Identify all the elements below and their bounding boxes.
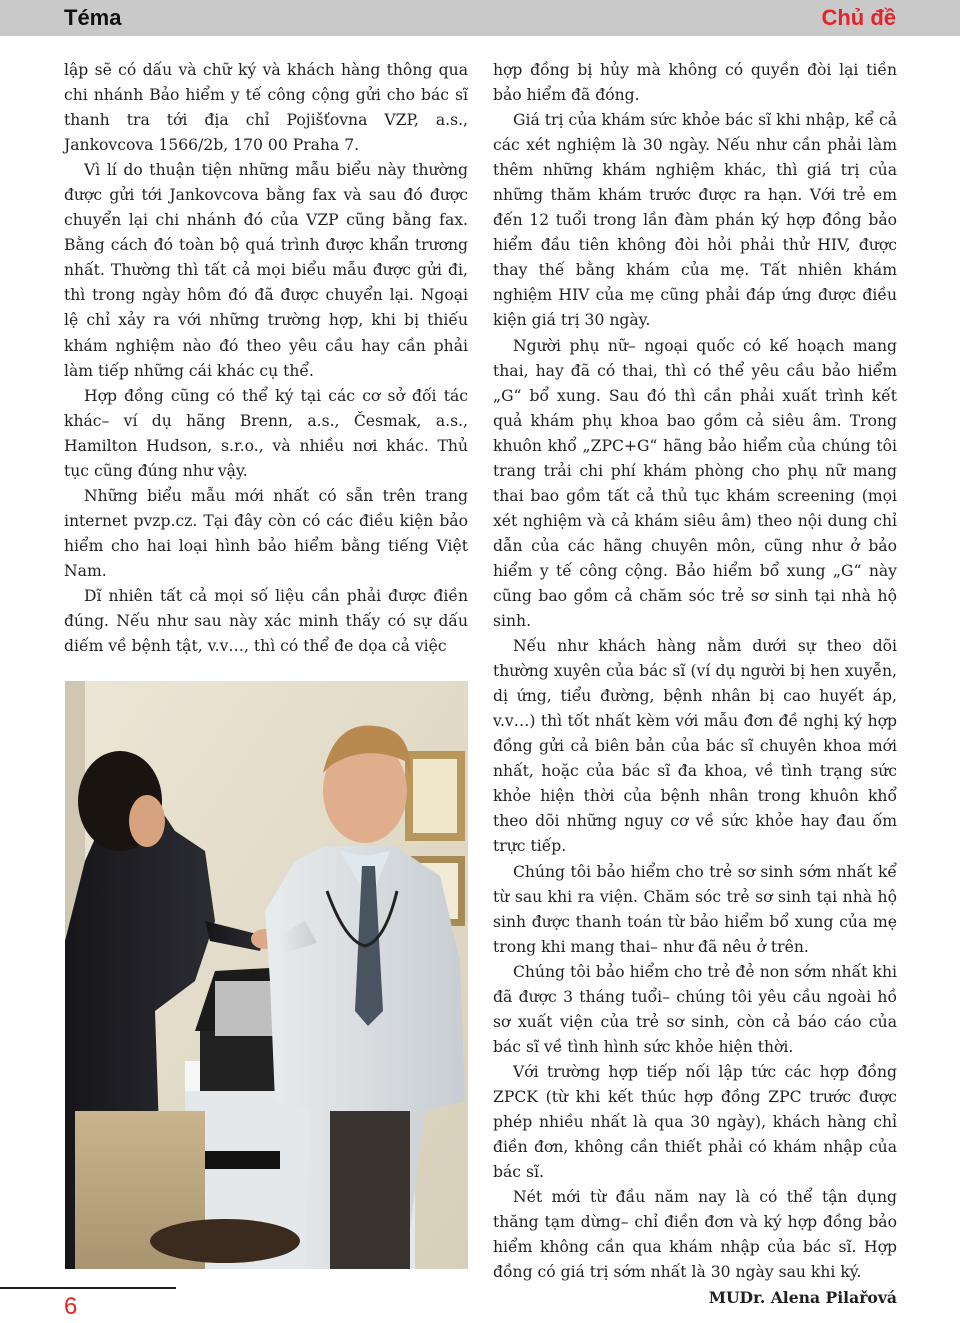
right-paragraph: Người phụ nữ– ngoại quốc có kế hoạch mang thai, hay đã có thai, thì có thể yêu cầu bảo hiểm „G“ bổ xung. Sau đó thì cần phải xuất trình kết quả khám phụ khoa bao gồm cả siêu âm. Trong khuôn khổ „ZPC+G“ hãng bảo hiểm của chúng tôi trang trải chi phí khám phòng cho phụ nữ mang thai bao gồm tất cả thủ tục khám screening (mọi xét nghiệm và cả khám siêu âm) theo nội dung chỉ dẫn của các hãng chuyên môn, cũng như ở bảo hiểm y tế công cộng. Bảo hiểm bổ xung „G“ này cũng bao gồm cả chăm sóc trẻ sơ sinh tại nhà hộ sinh. [493, 336, 897, 631]
right-paragraph: Chúng tôi bảo hiểm cho trẻ đẻ non sớm nhất khi đã được 3 tháng tuổi– chúng tôi yêu cầu ngoài hồ sơ xuất viện của trẻ sơ sinh, còn cả báo cáo của bác sĩ về tình hình sức khỏe hiện thời. [493, 962, 897, 1056]
right-paragraph: Nét mới từ đầu năm nay là có thể tận dụng thăng tạm dừng– chỉ điền đơn và ký hợp đồng bảo hiểm không cần qua khám nhập của bác sĩ. Hợp đồng có giá trị sớm nhất là 30 ngày sau khi ký. [493, 1188, 897, 1282]
right-paragraph: Nếu như khách hàng nằm dưới sự theo dõi thường xuyên của bác sĩ (ví dụ người bị hen xuyễn, dị ứng, tiểu đường, bệnh nhân bị cao huyết áp, v.v…) thì tốt nhất kèm với mẫu đơn đề nghị ký hợp đồng gửi cả biên bản của bác sĩ chuyên khoa mới nhất, hoặc của bác sĩ đa khoa, về tình trạng sức khỏe hiện thời của bệnh nhân trong khuôn khổ theo dõi những nguy cơ về sức khỏe hay đau ốm trực tiếp. [493, 637, 897, 856]
page-number: 6 [64, 1293, 78, 1320]
author-signature: MUDr. Alena Pilařová [708, 1288, 897, 1308]
topic-label: Chủ đề [821, 5, 896, 30]
right-column [493, 58, 897, 1310]
left-paragraph: Dĩ nhiên tất cả mọi số liệu cần phải được điền đúng. Nếu như sau này xác minh thấy có sự dấu diếm về bệnh tật, v.v…, thì có thể đe dọa cả việc [64, 586, 468, 656]
right-paragraph: Với trường hợp tiếp nối lập tức các hợp đồng ZPCK (từ khi kết thúc hợp đồng ZPC trước được phép nhiều nhất là qua 30 ngày), khách hàng chỉ điền đơn, không cần thiết phải có khám nhập của bác sĩ. [493, 1062, 897, 1182]
header-bar [0, 0, 960, 36]
right-paragraph: Giá trị của khám sức khỏe bác sĩ khi nhập, kể cả các xét nghiệm là 30 ngày. Nếu như cần phải làm thêm những khám nghiệm khác, thì giá trị của những thăm khám trước được ra hạn. Với trẻ em đến 12 tuổi trong lần đàm phán ký hợp đồng bảo hiểm đầu tiên không đòi hỏi phải thử HIV, được thay thế bằng khám của mẹ. Tất nhiên khám nghiệm HIV của mẹ cũng phải đáp ứng được điều kiện giá trị 30 ngày. [493, 111, 897, 330]
left-paragraph: lập sẽ có dấu và chữ ký và khách hàng thông qua chi nhánh Bảo hiểm y tế công cộng gửi cho bác sĩ thanh tra tới địa chỉ Pojišťovna VZP, a.s., Jankovcova 1566/2b, 170 00 Praha 7. [64, 61, 468, 155]
right-paragraph: Chúng tôi bảo hiểm cho trẻ sơ sinh sớm nhất kể từ sau khi ra viện. Chăm sóc trẻ sơ sinh tại nhà hộ sinh được thanh toán từ bảo hiểm bổ xung của mẹ trong khi mang thai– như đã nêu ở trên. [493, 862, 897, 956]
footer-rule [0, 1287, 176, 1289]
left-paragraph: Vì lí do thuận tiện những mẫu biểu này thường được gửi tới Jankovcova bằng fax và sau đó được chuyển lại chi nhánh đó của VZP cũng bằng fax. Bằng cách đó toàn bộ quá trình được khẩn trương nhất. Thường thì tất cả mọi biểu mẫu được gửi đi, thì trong ngày hôm đó đã được chuyển lại. Ngoại lệ chỉ xảy ra với những trường hợp, khi bị thiếu khám nghiệm nào đó theo yêu cầu hay cần phải làm tiếp những cái khác cụ thể. [64, 161, 468, 380]
left-column [64, 58, 468, 659]
doctor-handshake-photo [65, 681, 468, 1269]
right-paragraph: hợp đồng bị hủy mà không có quyền đòi lại tiền bảo hiểm đã đóng. [493, 61, 897, 105]
section-label: Téma [64, 5, 122, 30]
left-paragraph: Hợp đồng cũng có thể ký tại các cơ sở đối tác khác– ví dụ hãng Brenn, a.s., Česmak, a.s., Hamilton Hudson, s.r.o., và nhiều nơi khác. Thủ tục cũng đúng như vậy. [64, 386, 468, 480]
left-paragraph: Những biểu mẫu mới nhất có sẵn trên trang internet pvzp.cz. Tại đây còn có các điều kiện bảo hiểm cho hai loại hình bảo hiểm bằng tiếng Việt Nam. [64, 486, 468, 580]
